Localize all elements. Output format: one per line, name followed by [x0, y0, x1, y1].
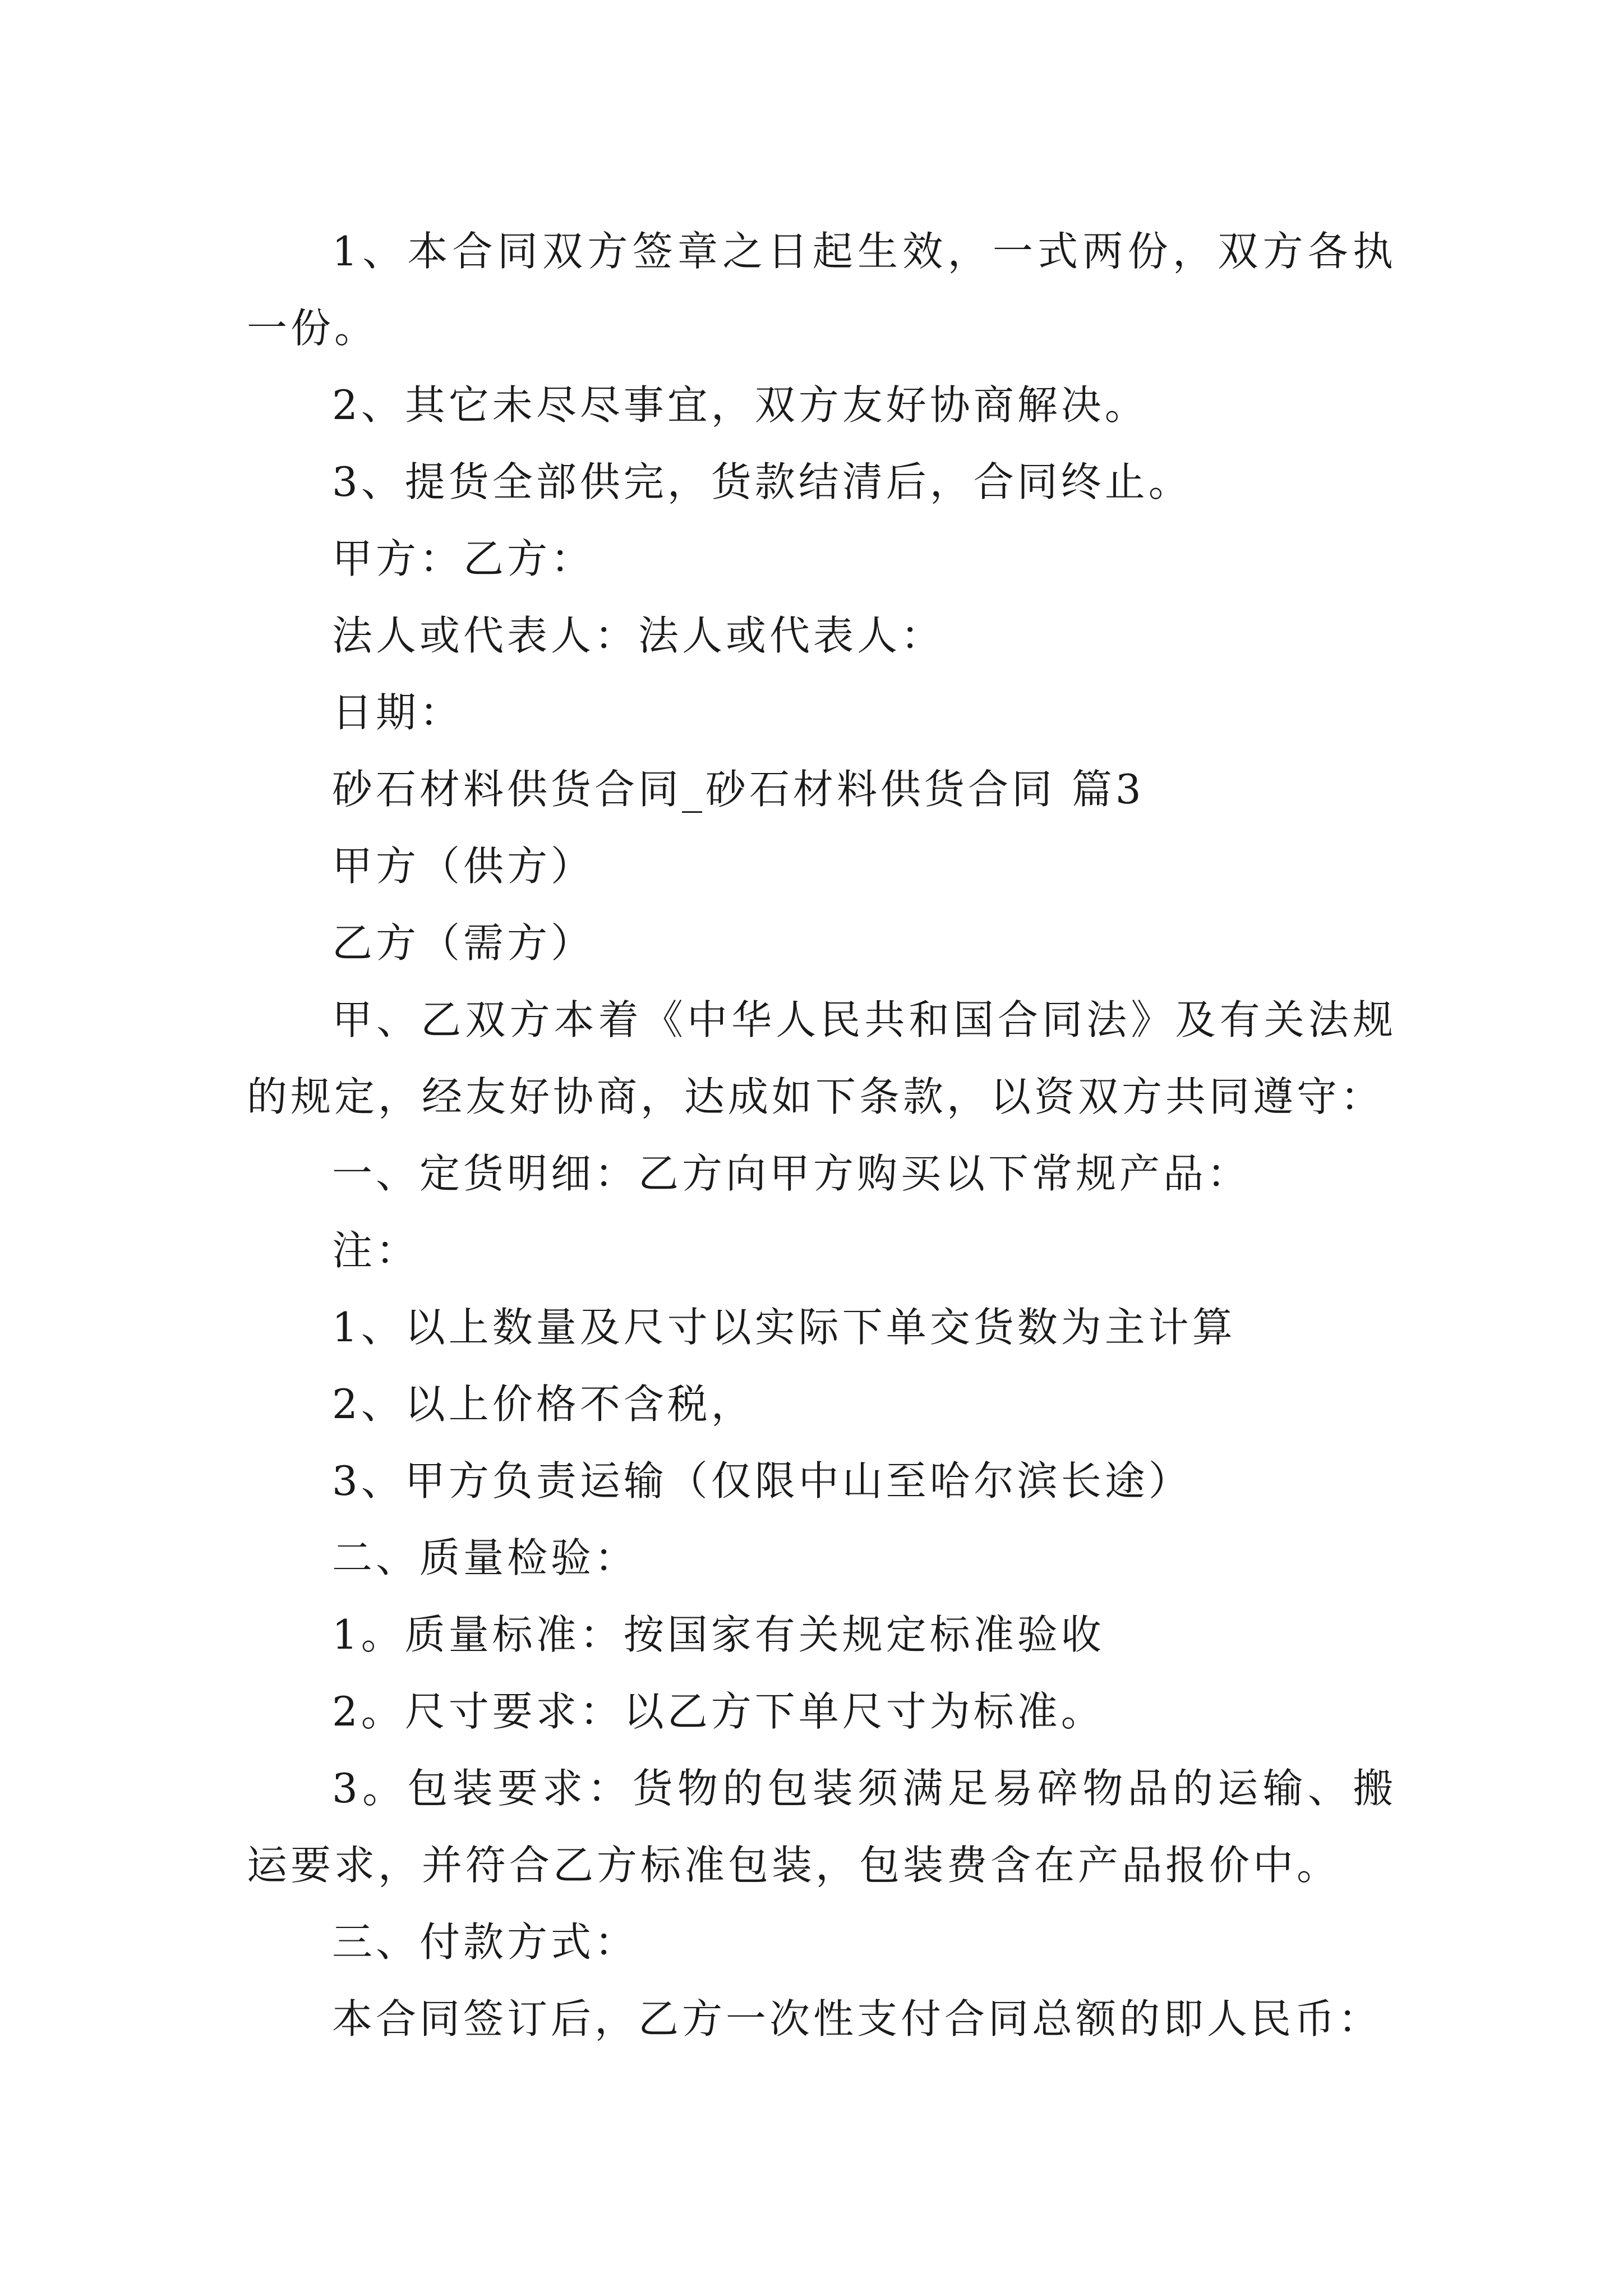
- quality-item-2: 2。尺寸要求：以乙方下单尺寸为标准。: [332, 1688, 1105, 1735]
- party-signature-line: 甲方：乙方：: [332, 535, 595, 582]
- note-label: 注：: [332, 1227, 420, 1274]
- quality-item-3: 3。包装要求：货物的包装须满足易碎物品的运输、搬运要求，并符合乙方标准包装，包装费含在产品报价中。: [247, 1765, 1396, 1889]
- heading-payment-method: 三、付款方式：: [332, 1918, 639, 1966]
- heading-order-details: 一、定货明细：乙方向甲方购买以下常规产品：: [332, 1150, 1251, 1197]
- party-b-label: 乙方（需方）: [332, 919, 595, 967]
- document-body: [247, 213, 1396, 2058]
- clause-effective: 1、本合同双方签章之日起生效，一式两份，双方各执一份。: [247, 228, 1396, 352]
- date-line: 日期：: [332, 689, 464, 736]
- note-item-3: 3、甲方负责运输（仅限中山至哈尔滨长途）: [332, 1457, 1192, 1504]
- clause-other-matters: 2、其它未尽尽事宜，双方友好协商解决。: [332, 381, 1149, 429]
- preamble: 甲、乙双方本着《中华人民共和国合同法》及有关法规的规定，经友好协商，达成如下条款，以资双方共同遵守：: [247, 996, 1396, 1120]
- note-item-2: 2、以上价格不含税，: [332, 1381, 755, 1428]
- party-a-label: 甲方（供方）: [332, 843, 595, 890]
- section-title: 砂石材料供货合同_砂石材料供货合同 篇3: [332, 766, 1145, 813]
- quality-item-1: 1。质量标准：按国家有关规定标准验收: [332, 1611, 1105, 1658]
- note-item-1: 1、以上数量及尺寸以实际下单交货数为主计算: [332, 1304, 1236, 1351]
- clause-termination: 3、提货全部供完，货款结清后，合同终止。: [332, 458, 1192, 505]
- representative-signature-line: 法人或代表人：法人或代表人：: [332, 612, 945, 659]
- heading-quality-inspection: 二、质量检验：: [332, 1534, 639, 1581]
- payment-clause: 本合同签订后，乙方一次性支付合同总额的即人民币：: [332, 1995, 1382, 2042]
